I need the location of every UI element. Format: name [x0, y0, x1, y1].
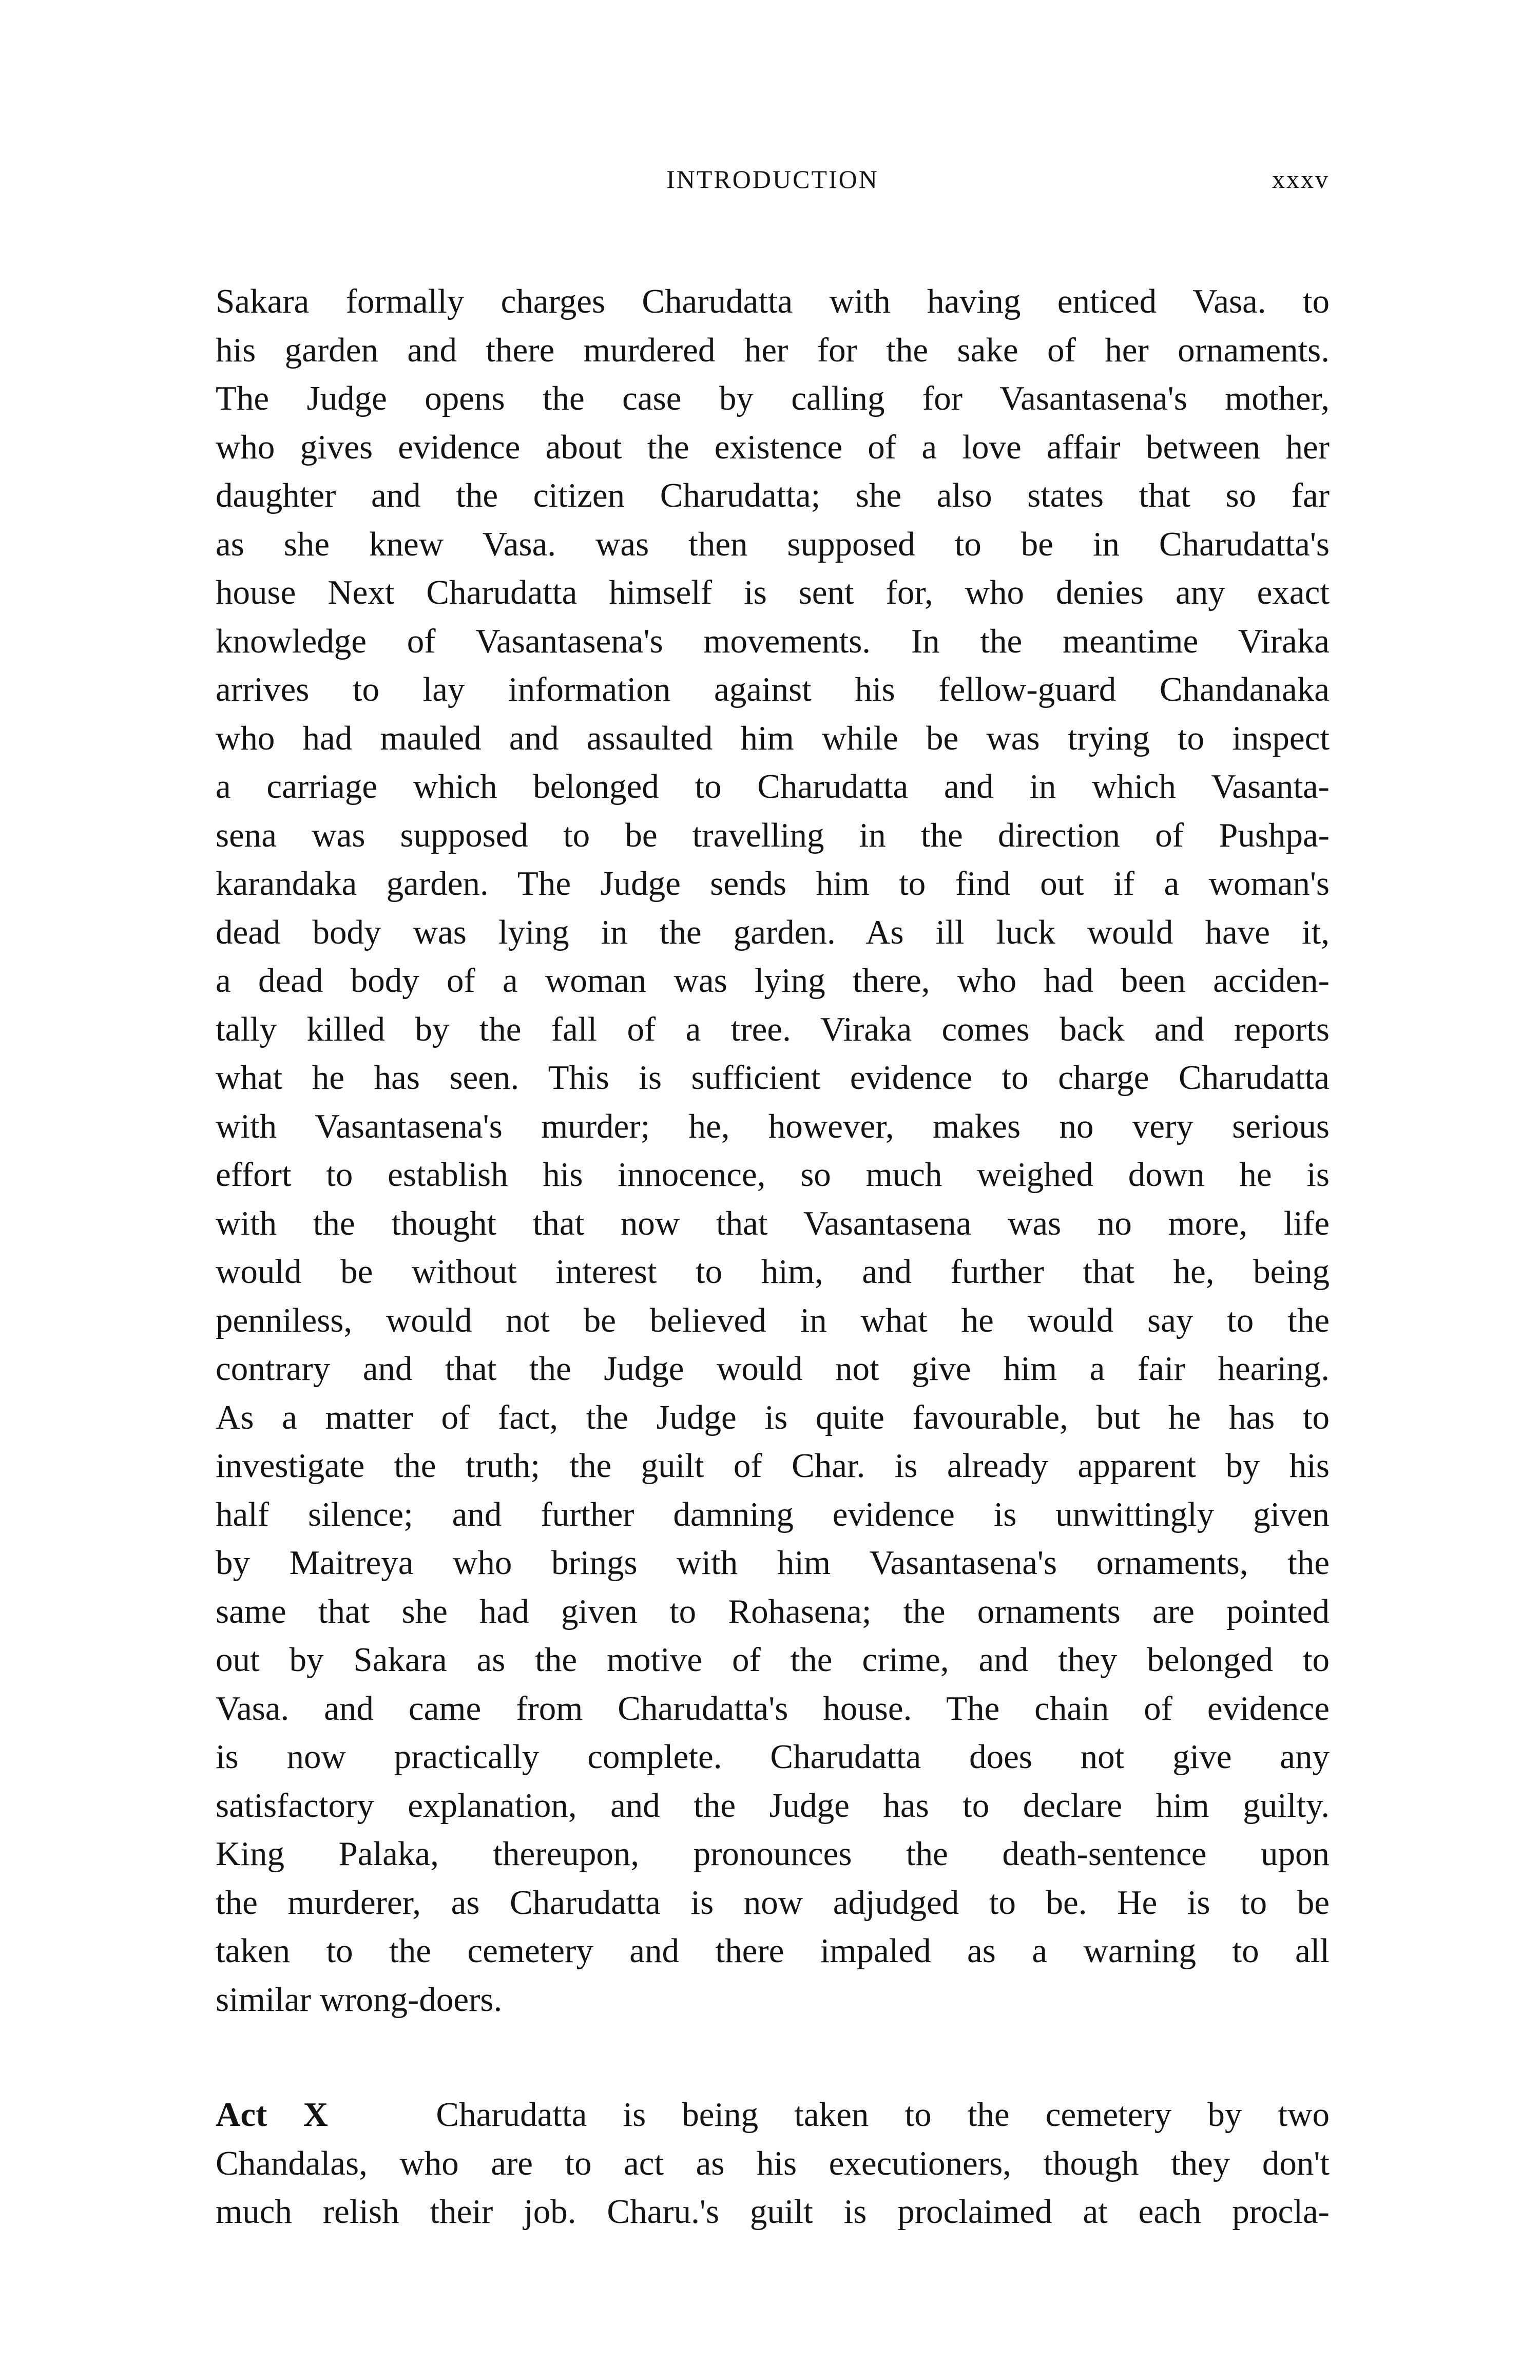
text-line: out by Sakara as the motive of the crime, and they belonged to — [216, 1641, 1330, 1679]
text-line: arrives to lay information against his fellow-guard Chandanaka — [216, 670, 1330, 708]
text-line: a dead body of a woman was lying there, who had been acciden- — [216, 962, 1330, 1000]
text-line: sena was supposed to be travelling in the direction of Pushpa- — [216, 816, 1330, 854]
text-line: investigate the truth; the guilt of Char. is already apparent by his — [216, 1447, 1330, 1485]
text-line: daughter and the citizen Charudatta; she also states that so far — [216, 476, 1330, 514]
text-line: by Maitreya who brings with him Vasantasena's ornaments, the — [216, 1544, 1330, 1582]
paragraph-act-x-summary — [216, 2090, 1330, 2236]
paragraph-act-ix-summary — [216, 277, 1330, 2024]
text-line: what he has seen. This is sufficient evidence to charge Charudatta — [216, 1059, 1330, 1097]
text-line: taken to the cemetery and there impaled as a warning to all — [216, 1932, 1330, 1970]
text-line: half silence; and further damning evidence is unwittingly given — [216, 1495, 1330, 1533]
text-line: his garden and there murdered her for the sake of her ornaments. — [216, 331, 1330, 369]
text-line: as she knew Vasa. was then supposed to be in Charudatta's — [216, 525, 1330, 563]
text-line: house Next Charudatta himself is sent for, who denies any exact — [216, 573, 1330, 611]
text-line: contrary and that the Judge would not give him a fair hearing. — [216, 1350, 1330, 1388]
text-line: much relish their job. Charu.'s guilt is proclaimed at each procla- — [216, 2193, 1330, 2231]
page-number: xxxv — [1272, 165, 1330, 194]
text-line: tally killed by the fall of a tree. Viraka comes back and reports — [216, 1010, 1330, 1048]
text-line-content: Charudatta is being taken to the cemetery by two — [436, 2096, 1330, 2134]
text-line: is now practically complete. Charudatta does not give any — [216, 1738, 1330, 1776]
act-label: Act X — [216, 2096, 328, 2134]
text-line: King Palaka, thereupon, pronounces the death-sentence upon — [216, 1835, 1330, 1873]
text-line: similar wrong-doers. — [216, 1980, 503, 2019]
text-line: effort to establish his innocence, so much weighed down he is — [216, 1156, 1330, 1194]
text-line: penniless, would not be believed in what he would say to the — [216, 1301, 1330, 1339]
text-line: Sakara formally charges Charudatta with having enticed Vasa. to — [216, 282, 1330, 320]
text-line: Chandalas, who are to act as his executioners, though they don't — [216, 2144, 1330, 2182]
text-line: same that she had given to Rohasena; the ornaments are pointed — [216, 1592, 1330, 1630]
text-line: the murderer, as Charudatta is now adjudged to be. He is to be — [216, 1883, 1330, 1922]
text-line-with-act-label — [216, 2090, 1330, 2139]
text-line: satisfactory explanation, and the Judge has to declare him guilty. — [216, 1786, 1330, 1825]
text-line: with Vasantasena's murder; he, however, makes no very serious — [216, 1107, 1330, 1145]
text-line: The Judge opens the case by calling for Vasantasena's mother, — [216, 379, 1330, 417]
text-line: who gives evidence about the existence of a love affair between her — [216, 428, 1330, 466]
running-head — [216, 164, 1330, 200]
text-line: a carriage which belonged to Charudatta and in which Vasanta- — [216, 767, 1330, 805]
text-line: with the thought that now that Vasantasena was no more, life — [216, 1204, 1330, 1242]
text-line: karandaka garden. The Judge sends him to find out if a woman's — [216, 865, 1330, 903]
text-line: who had mauled and assaulted him while be was trying to inspect — [216, 719, 1330, 757]
paragraph-gap — [216, 2024, 1330, 2090]
text-line: Vasa. and came from Charudatta's house. The chain of evidence — [216, 1689, 1330, 1728]
text-line: would be without interest to him, and further that he, being — [216, 1253, 1330, 1291]
text-line: dead body was lying in the garden. As ill luck would have it, — [216, 913, 1330, 951]
running-head-title: INTRODUCTION — [666, 165, 879, 194]
text-line: knowledge of Vasantasena's movements. In the meantime Viraka — [216, 622, 1330, 660]
text-line: As a matter of fact, the Judge is quite favourable, but he has to — [216, 1398, 1330, 1436]
body-text — [216, 277, 1330, 2236]
